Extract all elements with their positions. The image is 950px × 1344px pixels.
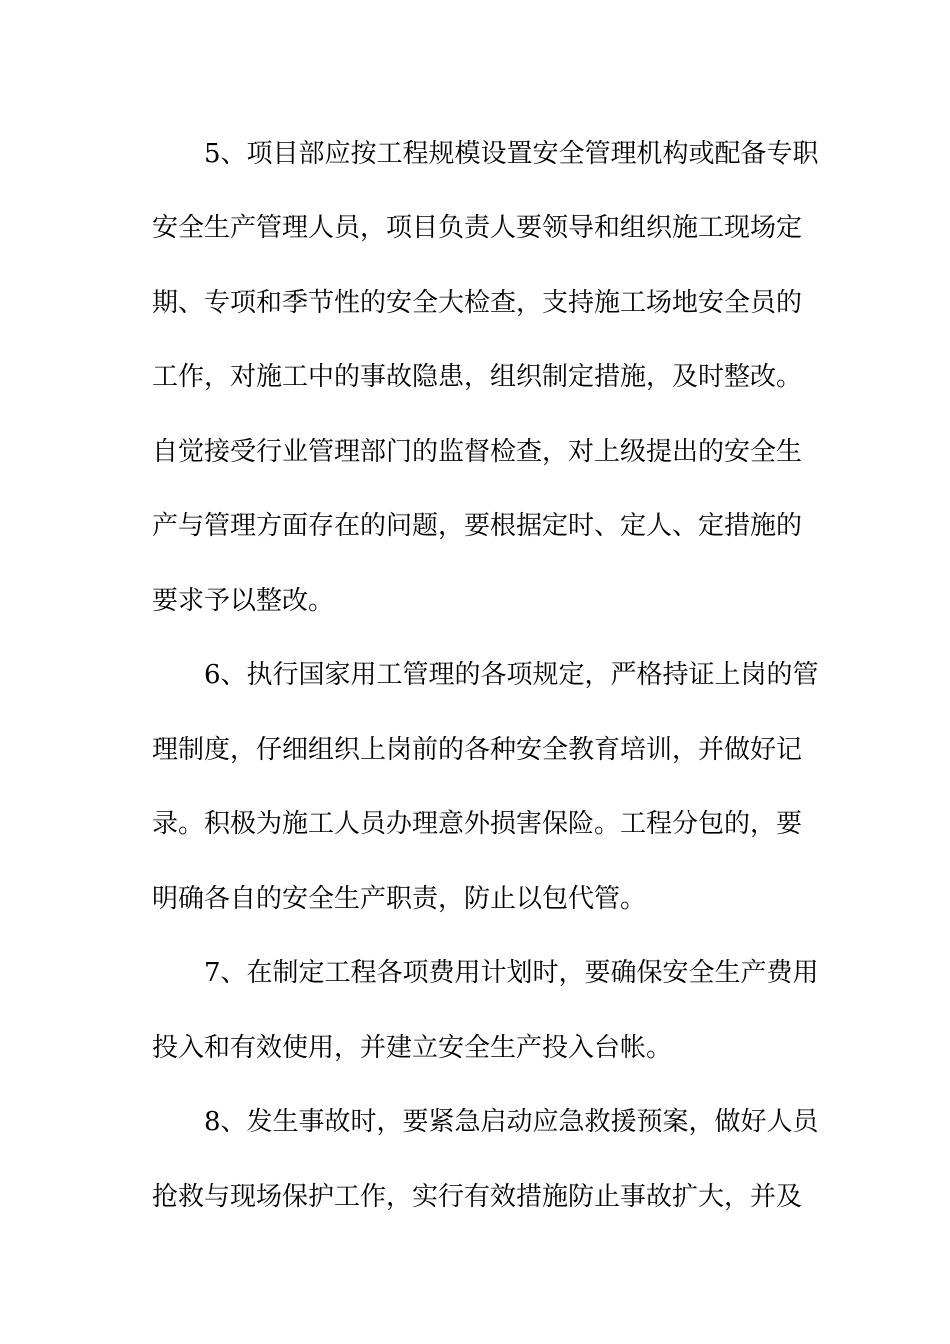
paragraph-6-line-2: 理制度，仔细组织上岗前的各种安全教育培训，并做好记 [152,735,803,765]
paragraph-5-line-5: 自觉接受行业管理部门的监督检查，对上级提出的安全生 [152,437,803,467]
paragraph-5-line-1: 5、项目部应按工程规模设置安全管理机构或配备专职 [204,139,819,169]
paragraph-5-line-6: 产与管理方面存在的问题，要根据定时、定人、定措施的 [152,511,803,541]
paragraph-7-line-2: 投入和有效使用，并建立安全生产投入台帐。 [152,1033,673,1063]
paragraph-5-line-3: 期、专项和季节性的安全大检查，支持施工场地安全员的 [152,288,803,318]
paragraph-7-line-1: 7、在制定工程各项费用计划时，要确保安全生产费用 [204,958,819,988]
paragraph-8-line-1: 8、发生事故时，要紧急启动应急救援预案，做好人员 [204,1107,819,1137]
paragraph-6-line-3: 录。积极为施工人员办理意外损害保险。工程分包的，要 [152,809,803,839]
paragraph-5-line-7: 要求予以整改。 [152,586,335,616]
paragraph-6-line-1: 6、执行国家用工管理的各项规定，严格持证上岗的管 [204,660,819,690]
paragraph-8-line-2: 抢救与现场保护工作，实行有效措施防止事故扩大，并及 [152,1182,803,1212]
paragraph-5-line-2: 安全生产管理人员，项目负责人要领导和组织施工现场定 [152,213,803,243]
paragraph-5-line-4: 工作，对施工中的事故隐患，组织制定措施，及时整改。 [152,362,803,392]
paragraph-6-line-4: 明确各自的安全生产职责，防止以包代管。 [152,884,647,914]
